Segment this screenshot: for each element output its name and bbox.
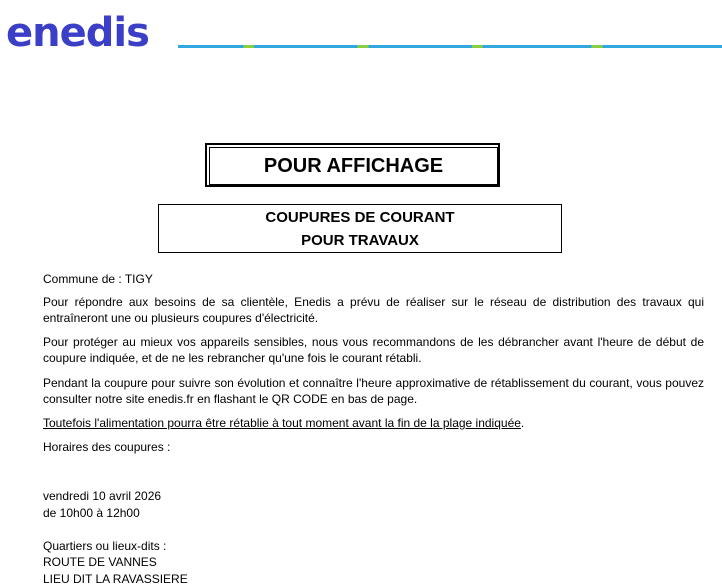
paragraph-1: Pour répondre aux besoins de sa clientèle, Enedis a prévu de réaliser sur le réseau de distribution des travaux qui entraîneront une ou plusieurs coupures d'électricité. — [43, 295, 704, 325]
note-line — [43, 415, 704, 431]
affichage-title-box — [205, 143, 500, 187]
cut-time-range: de 10h00 à 12h00 — [43, 506, 140, 520]
coupures-title-line2: POUR TRAVAUX — [301, 231, 419, 249]
coupures-title-line1: COUPURES DE COURANT — [265, 208, 455, 226]
enedis-logo: enedis — [6, 10, 149, 56]
location-item: ROUTE DE VANNES — [43, 555, 157, 569]
coupures-title-box — [158, 204, 562, 253]
commune-line: Commune de : TIGY — [43, 272, 153, 286]
underlined-note: Toutefois l'alimentation pourra être rétablie à tout moment avant la fin de la plage indiquée — [43, 416, 521, 430]
paragraph-3: Pendant la coupure pour suivre son évolution et connaître l'heure approximative de rétablissement du courant, vous pouvez consulter notre site enedis.fr en flashant le QR CODE en bas de page. — [43, 376, 704, 406]
logo-divider-line — [178, 45, 722, 48]
location-item: LIEU DIT LA RAVASSIERE — [43, 572, 188, 586]
paragraph-2: Pour protéger au mieux vos appareils sensibles, nous vous recommandons de les débrancher avant l'heure de début de coupure indiquée, et de ne les rebrancher qu'une fois le courant rétabli. — [43, 335, 704, 365]
cut-date: vendredi 10 avril 2026 — [43, 489, 162, 503]
note-end-punctuation: . — [520, 416, 525, 430]
horaires-label: Horaires des coupures : — [43, 440, 171, 454]
affichage-title: POUR AFFICHAGE — [209, 147, 498, 185]
quartiers-label: Quartiers ou lieux-dits : — [43, 539, 167, 553]
